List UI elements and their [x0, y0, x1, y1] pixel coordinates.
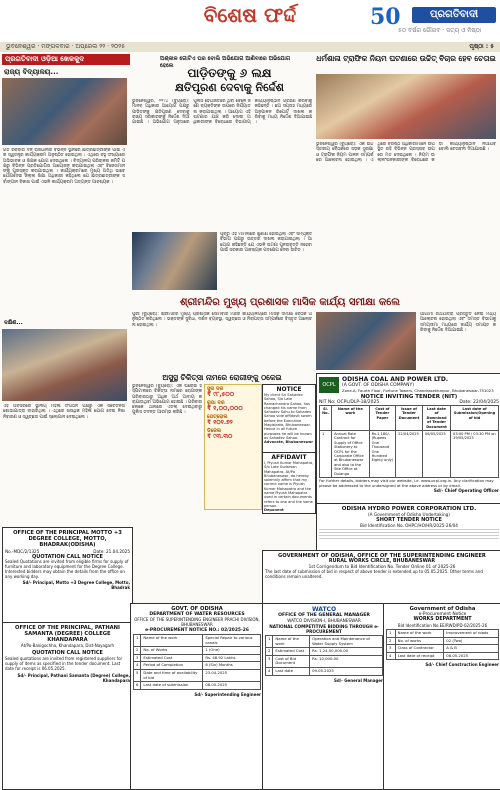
- table-row: [387, 652, 499, 660]
- hospital-headline: ଅସୁସ୍ଥ ଚିକିତ୍ସା ନାମରେ ରୋଗୀଙ୍କୁ ଠକେଇ: [162, 373, 282, 382]
- price-diesel: [207, 429, 259, 439]
- wr-sign: Sd/- Superintending Engineer: [194, 691, 261, 697]
- watco-org: WATCO: [311, 606, 337, 613]
- table-cell: 2: [266, 648, 273, 656]
- ocl-table: [319, 405, 499, 478]
- table-row: [134, 669, 261, 681]
- table-header-row: [320, 406, 499, 431]
- temple-meeting-photo: [316, 312, 416, 370]
- affidavit-sign: Deponent: [264, 508, 284, 513]
- pathani-body: Sealed quotations are invited from registered suppliers for supply of items as specified in the tender document. Last date for receipt is 06.05.2025.: [5, 656, 123, 671]
- ncb-sub: e-Procurement Notice: [418, 612, 467, 617]
- table-row: [266, 655, 383, 667]
- table-row: [134, 662, 261, 670]
- affidavit-box: [262, 452, 316, 514]
- ohpc-title: SHORT TENDER NOTICE: [376, 517, 442, 523]
- wr-org: GOVT. OF ODISHA: [171, 606, 223, 612]
- table-row: [320, 431, 499, 478]
- table-cell: No. of Works: [141, 647, 203, 655]
- table-row: [266, 667, 383, 675]
- table-cell: No. of works: [395, 637, 444, 645]
- ocl-notice-head: NOTICE INVITING TENDER (NIT): [360, 394, 458, 400]
- section-title: ବିଶେଷ ଫର୍ଦ୍ଦ: [203, 3, 297, 27]
- temple-headline: ଶ୍ରୀମନ୍ଦିର ମୁଖ୍ୟ ପ୍ରଶାସକ ମାସିକ କାର୍ଯ୍ୟ ସମୀକ୍ଷା କଲେ: [180, 297, 400, 308]
- table-cell: Rs.1,180/- (Rupees One Thousand One Hundred Eighty only): [369, 431, 396, 478]
- ncb-table: [386, 629, 499, 660]
- tagline: ୫୦ ବର୍ଷର ଗୌରବ · ସତ୍ୟ ଓ ନିଷ୍ଠା: [398, 27, 482, 34]
- ohpc-org: ODISHA HYDRO POWER CORPORATION LTD.: [341, 506, 477, 512]
- price-label: ରୂପା ଦର: [207, 400, 225, 406]
- table-cell: 5: [134, 669, 141, 681]
- pathani-qhead: QUOTATION CALL NOTICE: [32, 650, 103, 656]
- water-resources-notice: [130, 603, 264, 790]
- wr-title: e-PROCUREMENT NOTICE NO.: 02/2025-26: [145, 628, 249, 633]
- price-gold: [207, 387, 259, 397]
- ocl-tender: [316, 373, 500, 506]
- motto-sign: Sd/- Principal, Motto +3 Degree College, Motto, Bhadrak: [22, 579, 130, 590]
- table-cell: Estimated Cost: [141, 654, 203, 662]
- meeting-photo: [316, 74, 496, 139]
- table-cell: Period of Completion: [141, 662, 203, 670]
- ohpc-tender: [316, 503, 500, 553]
- ocl-logo: OCPL: [319, 377, 339, 393]
- table-row: [387, 630, 499, 638]
- table-cell: Class of Contractor: [395, 645, 444, 653]
- table-cell: 6 (Six) Months: [203, 662, 261, 670]
- ncb-title: WORKS DEPARTMENT: [413, 617, 472, 622]
- table-row: [134, 682, 261, 690]
- watco-sign: Sd/- General Manager: [333, 677, 383, 683]
- table-cell: 2: [387, 637, 396, 645]
- motto-date: Date: 21.04.2025: [93, 549, 130, 554]
- left-subhead-2: ଦକ୍ଷିଣ...: [4, 320, 23, 326]
- table-cell: Last date of receipt: [395, 652, 444, 660]
- price-list: [205, 385, 261, 441]
- table-row: [134, 654, 261, 662]
- table-cell: Improvement of roads: [444, 630, 499, 638]
- price-petrol: [207, 415, 259, 425]
- right-headline: ଧର୍ମଶାଳା ଟ୍ରାଫିକ ନିୟମ ଘଟଣାରେ ଉଚ୍ଚିତ୍ ବିଚାର ହେବ ଚେତାଇ: [316, 54, 496, 63]
- table-cell: 22/04/2025: [396, 431, 423, 478]
- left-article-body: ଗତ ରବିବାର ଦିନ ରାଜଧାନୀର ବିଭିନ୍ନ ସ୍ଥାନରେ ଛାତ୍ରଛାତ୍ରୀଙ୍କ ପାଇଁ ଏକ ସ୍ୱତନ୍ତ୍ର କାର୍ଯ୍ୟକ୍ରମ ଅନୁଷ୍ଠିତ ହୋଇଥିଲା । ଏଥିରେ ବହୁ ସଂଖ୍ୟାରେ ଅଭିଭାବକ ଓ ଶିକ୍ଷକ ଯୋଗ ଦେଇଥିଲେ । ବିଦ୍ୟାଳୟ ପରିଚାଳନା କମିଟି ପକ୍ଷରୁ ବିଭିନ୍ନ ପ୍ରତିଯୋଗିତା ଆୟୋଜନ କରାଯାଇଥିଲା ଏବଂ ବିଜେତାମାନଙ୍କୁ ପୁରସ୍କୃତ କରାଯାଇଥିଲା । କାର୍ଯ୍ୟକ୍ରମରେ ମୁଖ୍ୟ ଅତିଥି ଭାବେ ଯୋଗଦେଇ ଜିଲ୍ଲା ଶିକ୍ଷା ଅଧିକାରୀ କହିଥିଲେ ଯେ ଛାତ୍ରଛାତ୍ରୀଙ୍କ ସର୍ବାଙ୍ଗୀନ ବିକାଶ ପାଇଁ ଏଭଳି କାର୍ଯ୍ୟକ୍ରମ ଅତ୍ୟନ୍ତ ଆବଶ୍ୟକ ।: [3, 148, 125, 185]
- ohpc-table-lines: [319, 529, 499, 541]
- student-photo: [2, 78, 127, 145]
- mid-lower-body: ପୂର୍ବରୁ ଏହି ମାମଲାରେ ଶୁଣାଣି ହୋଇଥିଲା ଏବଂ ସମ୍ପୃକ୍ତ ବିଭାଗ ପକ୍ଷରୁ ଉତ୍ତର ଦାଖଲ କରାଯାଇଥିଲା । ଆୟୋଗ କହିଛନ୍ତି ଯେ ଏଭଳି ଘଟଣା ପୁନରାବୃତ୍ତି ନହେବା ପାଇଁ ସରକାର ଆବଶ୍ୟକ ପଦକ୍ଷେପ ନେବା ଉଚିତ ।: [220, 232, 312, 253]
- motto-no: No.-MDC/2/1325: [5, 549, 40, 554]
- ocl-sign: Sd/- Chief Operating Officer: [433, 488, 499, 494]
- table-row: [387, 637, 499, 645]
- ncb-bid: Bid Identification No.EE/RWD/PD-02/2025-26: [397, 623, 488, 628]
- right-article-body: ଭୁବନେଶ୍ୱର (ବ୍ୟୁରୋ): ଏକ ଉଚ୍ଚସ୍ତରୀୟ ବୈଠକରେ ସଡ଼କ ସୁରକ୍ଷା ଓ ଟ୍ରାଫିକ ନିୟମ ପାଳନ ସମ୍ପର୍କରେ ଆଲୋଚନା ହୋଇଥିଲା । ଏଥିରେ ବରିଷ୍ଠ ଅଧିକାରୀମାନେ ଉପସ୍ଥିତ ରହି ବିଭିନ୍ନ ପ୍ରସ୍ତାବ ଉପରେ ମତ ଦେଇଥିଲେ । ନିୟମ ଉଲ୍ଲଂଘନକାରୀଙ୍କ ବିରୋଧରେ କଡ଼ା କାର୍ଯ୍ୟାନୁଷ୍ଠାନ ନିଆଯିବ ବୋଲି ଚେତାବନୀ ଦିଆଯାଇଛି ।: [316, 142, 496, 163]
- table-row: [134, 647, 261, 655]
- left-article-body-2: ଏହି ଅବସରରେ ସ୍ଥାନୀୟ ମହିଳା ସଂଗଠନ ପକ୍ଷରୁ ଏକ ସଚେତନତା ଶୋଭାଯାତ୍ରା ବାହାରିଥିଲା । ଏଥିରେ ଶତାଧିକ ମହିଳା ଯୋଗ ଦେଇ ନିଶା ନିବାରଣ ଓ ସ୍ୱଚ୍ଛତା ପାଇଁ ସ୍ଲୋଗାନ ଦେଇଥିଲେ ।: [3, 404, 125, 420]
- hospital-body: ଭୁବନେଶ୍ୱର (ବ୍ୟୁରୋ): ଏକ ଘରୋଇ ହସ୍ପିଟାଲରେ ଚିକିତ୍ସା ନାମରେ ରୋଗୀଙ୍କ ପରିବାରଠାରୁ ଅଧିକ ଅର୍ଥ ଆଦାୟ କରାଯାଉଥିବା ଅଭିଯୋଗ ହୋଇଛି । ପରିବାର ଲୋକେ ଥାନାରେ ଏତଲା ଦେଇଥିବାରୁ ପୁଲିସ ତଦନ୍ତ ଆରମ୍ଭ କରିଛି ।: [132, 384, 202, 416]
- table-cell: Rs. 10,000.00: [310, 655, 383, 667]
- table-row: [134, 635, 261, 647]
- mid-article-body: ଭୁବନେଶ୍ୱର, ୨୧।୪ (ବ୍ୟୁରୋ): ମାନବ ଅଧିକାର ଆୟୋଗ ପକ୍ଷରୁ ପୀଡ଼ିତଙ୍କୁ କ୍ଷତିପୂରଣ ଦେବାକୁ ରାଜ୍ୟ ସରକାରଙ୍କୁ ନିର୍ଦ୍ଦେଶ ଦିଆଯାଇଛି । ଅଭିଯୋଗ ଅନୁସାରେ ପୁଲିସ ହେପାଜତରେ ଥିବା ବେଳେ ଜଣେ ବ୍ୟକ୍ତିଙ୍କ ଉପରେ ନିର୍ଯ୍ୟାତନା କରାଯାଇଥିଲା । ଆୟୋଗ ଏହି ଘଟଣାର ଯାଞ୍ଚ କରି ଦୋଷୀ ଅଧିକାରୀଙ୍କ ବିରୋଧରେ ବିଭାଗୀୟ କାର୍ଯ୍ୟାନୁଷ୍ଠାନ ଗ୍ରହଣ କରିବାକୁ କହିଛନ୍ତି । ଛଅ ସପ୍ତାହ ମଧ୍ୟରେ ଅନୁପାଳନ ରିପୋର୍ଟ ଦାଖଲ କରିବାକୁ ମଧ୍ୟ ନିର୍ଦ୍ଦେଶ ଦିଆଯାଇଛି ।: [132, 99, 312, 126]
- table-cell: Last date of submission: [141, 682, 203, 690]
- ohpc-line: Bid Identification No. OHPC/HO/HR/2025-26/04: [360, 523, 458, 528]
- ocl-sub: (A GOVT. OF ODISHA COMPANY): [342, 383, 414, 388]
- table-cell: Name of the work: [273, 636, 310, 648]
- left-kicker: ପ୍ରଗତିବାଦୀ ଓଡ଼ିଆ ଖେଳକୁଦ: [2, 54, 130, 65]
- notice-box: [262, 384, 316, 454]
- date-text: ଭୁବନେଶ୍ୱର ‧ ମଙ୍ଗଳବାର ‧ ଅପ୍ରେଲ ୨୨ ‧ ୨୦୨୫: [6, 43, 126, 50]
- ocl-org: ODISHA COAL AND POWER LTD.: [342, 376, 449, 383]
- table-cell: 3: [134, 654, 141, 662]
- col-header: Sl. No.: [320, 406, 332, 431]
- temple-review-photo: [132, 232, 217, 290]
- pathani-sign: Sd/- Principal, Pathani Samanta (Degree) College, Khandapara: [17, 673, 130, 683]
- table-cell: 1: [387, 630, 396, 638]
- table-cell: A & B: [444, 645, 499, 653]
- table-cell: 06/05/2025: [422, 431, 450, 478]
- ohpc-sub: (A Government of Odisha Undertaking): [368, 512, 450, 517]
- table-cell: Annual Rate Contract for Supply of Office Stationery to OCPL for the Corporate Office at Bhubaneswar and also to the Site Office at Dulanga: [332, 431, 370, 478]
- table-cell: Special Repair to various canals: [203, 635, 261, 647]
- rw-sub: RURAL WORKS CIRCLE, BHUBANESWAR: [328, 559, 436, 564]
- ocl-addr: Zone-A, Fourth Floor, Fortune Towers, Chandrasekharpur, Bhubaneswar-751023: [342, 388, 494, 393]
- ncb-sign: Sd/- Chief Construction Engineer: [425, 662, 499, 668]
- col-header: Cost of Tender Paper: [369, 406, 396, 431]
- table-cell: Cost of Bid Document: [273, 655, 310, 667]
- anniversary-logo: 50: [370, 4, 401, 30]
- page-number: ପୃଷ୍ଠା : ୫: [469, 43, 494, 50]
- col-header: Last date of Submission/Opening of bid: [451, 406, 499, 431]
- date-line: [0, 42, 500, 52]
- mid-kicker: ଅଶ୍ଳୀଳ ଗୋଟିଏ ଘର ବୋଲି ଅଭିଯୋଗ ଆଣିବାରେ ଅଭିଯୋଗ ହେଲେ: [160, 56, 291, 69]
- price-value: ₹ ୯୩.୩୦: [207, 433, 233, 440]
- rural-works-notice: [262, 550, 500, 606]
- table-cell: 08.05.2025: [203, 682, 261, 690]
- table-cell: 3: [387, 645, 396, 653]
- table-cell: Date and time of availability of bid: [141, 669, 203, 681]
- notice-title: NOTICE: [276, 386, 302, 393]
- rw-org: GOVERNMENT OF ODISHA, OFFICE OF THE SUPERINTENDING ENGINEER: [278, 553, 486, 559]
- price-value: ₹ ୧୦୧.୭୨: [207, 419, 233, 426]
- table-row: [387, 645, 499, 653]
- ocl-nit-no: NIT No: OCPL/DLP-18/2025: [319, 400, 380, 405]
- table-cell: Rs. 1,24,50,000.00: [310, 648, 383, 656]
- watco-sub: OFFICE OF THE GENERAL MANAGER: [278, 613, 370, 618]
- table-cell: 1: [266, 636, 273, 648]
- table-cell: 09.05.2025: [310, 667, 383, 675]
- price-label: ସୁନା ଦର: [207, 386, 224, 392]
- rw-body: The last date of submission of bid in respect of above tender is extended up to 05.05.2025. Other terms and conditions remain unaltered.: [265, 569, 483, 579]
- table-cell: 08.05.2025: [444, 652, 499, 660]
- pathani-college-notice: [2, 622, 133, 790]
- watco-notice: [262, 603, 386, 790]
- rally-photo: [2, 329, 127, 401]
- motto-college-notice: [2, 527, 133, 625]
- temple-article-body: ପୁରୀ (ବ୍ୟୁରୋ): ଶ୍ରୀମନ୍ଦିର ମୁଖ୍ୟ ପ୍ରଶାସକ ସୋମବାର ମନ୍ଦିର କାର୍ଯ୍ୟାଳୟରେ ମାସିକ ସମୀକ୍ଷା ବୈଠକ ଅନୁଷ୍ଠିତ କରିଥିଲେ । ଭକ୍ତଙ୍କ ସୁବିଧା, ଦର୍ଶନ ବ୍ୟବସ୍ଥା, ସ୍ୱଚ୍ଛତା ଓ ନିରାପତ୍ତା ସମ୍ପର୍କରେ ବିସ୍ତୃତ ଆଲୋଚନା ହୋଇଥିଲା ।: [132, 312, 312, 328]
- pathani-title: OFFICE OF THE PRINCIPAL, PATHANI SAMANTA (DEGREE) COLLEGE KHANDAPARA: [15, 625, 120, 643]
- motto-body: Sealed Quotations are invited from eligible firms for supply of furniture and laboratory equipment for the Degree College. Interested bidders may obtain the details from the office on any working day.: [5, 559, 129, 579]
- ocl-foot: For further details, bidders may visit our website, i.e. www.ocpl.org.in. Any clarification may please be addressed to the undersigned at the above address or by email.: [319, 478, 494, 488]
- table-cell: Rs. 48.92 Lakhs: [203, 654, 261, 662]
- table-row: [266, 648, 383, 656]
- price-box: [204, 384, 262, 510]
- table-cell: 4: [134, 662, 141, 670]
- price-silver: [207, 401, 259, 411]
- rw-notice: 1st Corrigendum to Bid Identification No. Tender Online 01 of 2025-26: [308, 564, 456, 569]
- table-cell: 4: [266, 667, 273, 675]
- watco-table: [265, 635, 383, 676]
- ncb-org: Government of Odisha: [409, 606, 476, 612]
- ocl-org-block: [342, 376, 494, 393]
- works-dept-notice: [383, 603, 500, 790]
- pathani-addr: At/Po-Banigochha, Khandapara, Dist-Nayagarh: [20, 643, 115, 648]
- table-cell: Name of the work: [395, 630, 444, 638]
- wr-table: [133, 634, 261, 690]
- table-cell: Estimated Cost: [273, 648, 310, 656]
- price-label: ଡିଜେଲ: [207, 428, 222, 434]
- motto-title: OFFICE OF THE PRINCIPAL MOTTO +3 DEGREE COLLEGE, MOTTO, BHADRAK(ODISHA): [13, 530, 122, 548]
- watco-title: NATIONAL COMPETITIVE BIDDING THROUGH e-PROCUREMENT: [269, 624, 379, 634]
- left-subhead: ରାଜ୍ୟ ବିଦ୍ୟାଳୟ...: [4, 68, 59, 76]
- watco-sub2: WATCO DIVISION-I, BHUBANESWAR: [287, 618, 361, 623]
- motto-qhead: QUOTATION CALL NOTICE: [32, 554, 103, 560]
- table-cell: 23.04.2025: [203, 669, 261, 681]
- table-cell: 4: [387, 652, 396, 660]
- col-header: Issue of Tender Document: [396, 406, 423, 431]
- table-cell: 3: [266, 655, 273, 667]
- col-header: Name of the work: [332, 406, 370, 431]
- mid-headline-2: କ୍ଷତିପୂରଣ ଦେବାକୁ ନିର୍ଦ୍ଦେଶ: [175, 81, 284, 94]
- notice-sign: Advocate, Bhubaneswar: [264, 440, 313, 445]
- table-cell: Name of the work: [141, 635, 203, 647]
- col-header: Last date of Download of Tender Document: [422, 406, 450, 431]
- price-label: ପେଟ୍ରୋଲ: [207, 414, 228, 420]
- wr-sub: DEPARTMENT OF WATER RESOURCES: [149, 612, 245, 617]
- price-value: ₹ ୧,୦୦,୦୦୦: [207, 405, 243, 412]
- rhs-body: ଆଗାମୀ ରଥଯାତ୍ରା ପ୍ରସ୍ତୁତି ନେଇ ମଧ୍ୟ ଆଲୋଚନା ହୋଇଥିଲା ଏବଂ ସମସ୍ତ ବିଭାଗକୁ ସମୟସୀମା ମଧ୍ୟରେ କାର୍ଯ୍ୟ ସମାପ୍ତ କରିବାକୁ ନିର୍ଦ୍ଦେଶ ଦିଆଯାଇଛି ।: [420, 312, 496, 333]
- table-cell: 1: [134, 635, 141, 647]
- table-cell: Operation and Maintenance of Water Supply System: [310, 636, 383, 648]
- table-row: [266, 636, 383, 648]
- affidavit-title: AFFIDAVIT: [271, 454, 307, 461]
- notice-body: My client Sri Sahadev Sahoo, S/o Late Ramachandra Sahoo, has changed his name from Sahadev Sahu to Sahadev Sahoo vide affidavit sworn before the Executive Magistrate, Bhubaneswar. Hence in all future purposes he will be known as Sahadev Sahoo.: [264, 393, 312, 440]
- table-cell: Last date: [273, 667, 310, 675]
- table-cell: 02 (Two): [444, 637, 499, 645]
- wr-sub2: OFFICE OF THE SUPERINTENDING ENGINEER PRACHI DIVISION, BHUBANESWAR: [134, 617, 260, 627]
- brand-logo: ପ୍ରଗତିବାଦୀ: [412, 7, 496, 23]
- table-cell: 6: [134, 682, 141, 690]
- table-cell: 2: [134, 647, 141, 655]
- table-cell: 1: [320, 431, 332, 478]
- ocl-nit-date: Date: 22/04/2025: [459, 400, 499, 405]
- ocl-header: [319, 376, 499, 393]
- mid-headline-1: ପାଡ଼ିତଙ୍କୁ ୬ ଲକ୍ଷ: [187, 66, 272, 80]
- table-cell: 03:00 PM / 03:30 PM on 19/05/2025: [451, 431, 499, 478]
- table-cell: 1 (One): [203, 647, 261, 655]
- price-value: ₹ ୯୮,୫୦୦: [207, 391, 235, 398]
- affidavit-body: I, Piyush Kumar Mahapatra, S/o Late Sudarsan Mahapatra, At/Po Bhubaneswar, do hereby solemnly affirm that my correct name is Piyush Kumar Mahapatra and the name Piyush Mahapatra used in certain documents refers to one and the same person.: [264, 461, 314, 508]
